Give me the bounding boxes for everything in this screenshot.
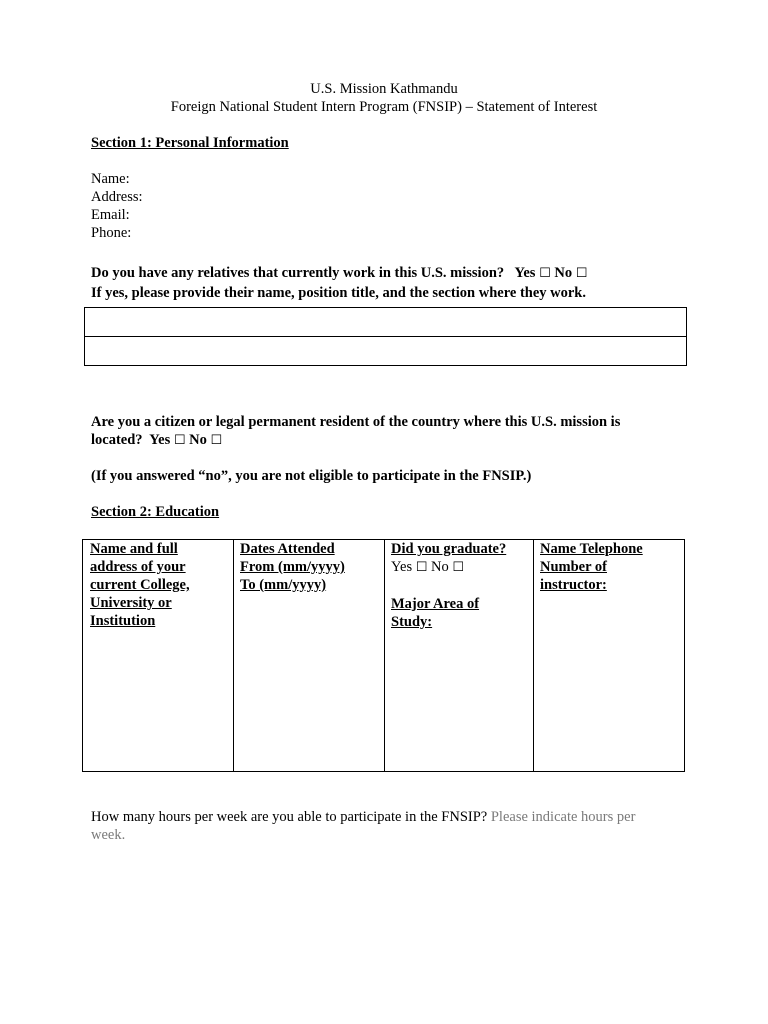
citizen-question-line2	[91, 431, 222, 450]
dates-header-line: Dates Attended	[240, 541, 335, 557]
address-field-label: Address:	[91, 189, 143, 205]
citizen-no-checkbox[interactable]: ☐	[210, 433, 223, 448]
citizen-yes-checkbox[interactable]: ☐	[173, 433, 186, 448]
education-table	[82, 539, 685, 772]
hours-input-placeholder-continued[interactable]: week.	[91, 827, 126, 843]
institution-header-line: University or	[90, 595, 172, 611]
dates-header-line: From (mm/yyyy)	[240, 559, 345, 575]
relatives-question	[91, 264, 587, 283]
eligibility-note: (If you answered “no”, you are not eligible to participate in the FNSIP.)	[91, 468, 532, 484]
institution-header-line: address of your	[90, 559, 186, 575]
graduate-yes-checkbox[interactable]: ☐	[415, 560, 428, 575]
relatives-yes-label: Yes	[514, 265, 536, 281]
education-col-dates[interactable]	[234, 540, 384, 594]
spacer	[391, 577, 527, 595]
citizen-yes-label: Yes	[149, 432, 171, 448]
phone-field-label: Phone:	[91, 225, 132, 241]
section2-heading: Section 2: Education	[91, 504, 220, 520]
relatives-no-checkbox[interactable]: ☐	[575, 266, 588, 281]
dates-header-line: To (mm/yyyy)	[240, 577, 327, 593]
section1-heading: Section 1: Personal Information	[91, 135, 289, 151]
relatives-entry-row-2[interactable]	[85, 337, 686, 365]
relatives-no-label: No	[554, 265, 573, 281]
education-col-graduation[interactable]	[385, 540, 533, 631]
citizen-no-label: No	[189, 432, 207, 448]
relatives-yes-checkbox[interactable]: ☐	[539, 266, 551, 281]
instructor-header-line: Name Telephone	[540, 541, 643, 557]
graduate-yes-label: Yes	[391, 559, 413, 575]
name-field-label: Name:	[91, 171, 130, 187]
instructor-header-line: Number of	[540, 559, 607, 575]
citizen-question-line1: Are you a citizen or legal permanent resident of the country where this U.S. mission is	[91, 414, 621, 430]
graduate-no-label: No	[431, 559, 449, 575]
instructor-header-line: instructor:	[540, 577, 607, 593]
graduate-no-checkbox[interactable]: ☐	[452, 560, 465, 575]
relatives-entry-row-1[interactable]	[85, 308, 686, 336]
hours-question-line	[91, 808, 635, 826]
education-col-institution[interactable]	[84, 540, 234, 630]
institution-header-line: current College,	[90, 577, 190, 593]
relatives-table	[84, 307, 687, 366]
major-header-line: Study:	[391, 614, 433, 630]
institution-header-line: Name and full	[90, 541, 178, 557]
relatives-question-text: Do you have any relatives that currently work in this U.S. mission?	[91, 265, 505, 281]
citizen-question-located: located?	[91, 432, 143, 448]
email-field-label: Email:	[91, 207, 130, 223]
hours-question: How many hours per week are you able to participate in the FNSIP?	[91, 809, 488, 825]
major-header-line: Major Area of	[391, 596, 480, 612]
document-title: U.S. Mission Kathmandu	[310, 81, 458, 97]
education-col-instructor[interactable]	[534, 540, 684, 594]
hours-input-placeholder[interactable]: Please indicate hours per	[490, 809, 636, 825]
graduate-question: Did you graduate?	[391, 541, 507, 557]
relatives-followup: If yes, please provide their name, position title, and the section where they work.	[91, 285, 586, 301]
institution-header-line: Institution	[90, 613, 156, 629]
graduate-options	[391, 558, 527, 577]
document-subtitle: Foreign National Student Intern Program (FNSIP) – Statement of Interest	[170, 99, 598, 115]
